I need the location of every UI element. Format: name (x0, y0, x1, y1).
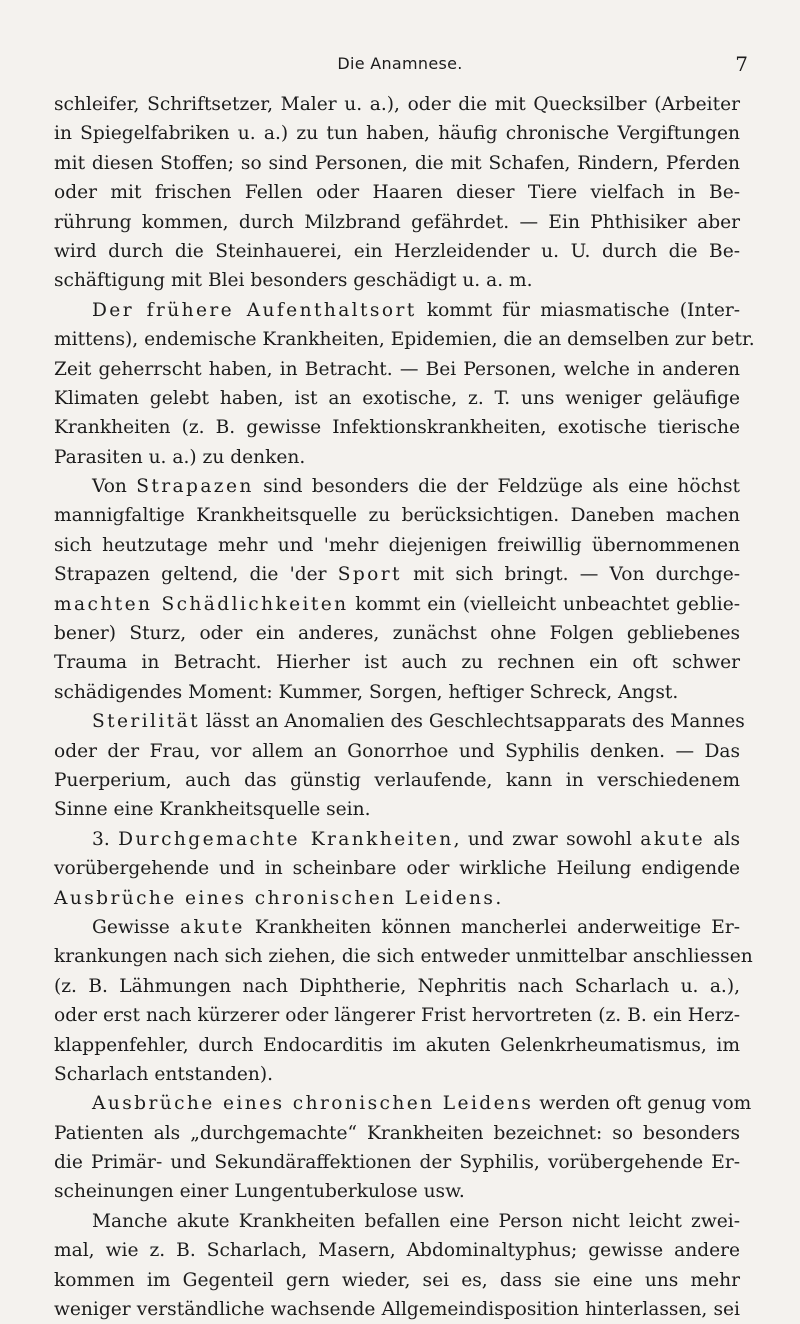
emphasis: Sport (337, 564, 402, 586)
text-line: Parasiten u. a.) zu denken. (54, 446, 306, 468)
text-line: Puerperium, auch das günstig verlaufende, kann in verschiedenem (54, 769, 740, 791)
page-number: 7 (735, 52, 748, 76)
text-line (54, 590, 740, 619)
text-line: Scharlach entstanden). (54, 1063, 274, 1085)
text-line: wird durch die Steinhauerei, ein Herzleidender u. U. durch die Be- (54, 240, 740, 262)
text-line: mal, wie z. B. Scharlach, Masern, Abdominaltyphus; gewisse andere (54, 1240, 740, 1262)
emphasis: Ausbrüche eines chronischen Leidens (92, 1093, 534, 1115)
text-run: sind besonders die der Feldzüge als eine höchst (253, 476, 740, 498)
emphasis: machten Schädlichkeiten (54, 593, 349, 615)
text-run: . (495, 887, 502, 909)
text-line: vorübergehende und in scheinbare oder wirkliche Heilung endigende (54, 858, 740, 880)
text-run: lässt an Anomalien des Geschlechtsapparats des Mannes (199, 711, 745, 733)
text-run: Strapazen geltend, die 'der (54, 564, 338, 586)
text-run: kommt für miasmatische (Inter- (416, 299, 740, 321)
text-line (54, 707, 745, 736)
text-line: kommen im Gegenteil gern wieder, sei es, dass sie eine uns mehr (54, 1269, 740, 1291)
text-run: Krankheiten können mancherlei anderweitige Er- (244, 916, 740, 938)
text-line: bener) Sturz, oder ein anderes, zunächst ohne Folgen gebliebenes (54, 623, 740, 645)
text-line: schädigendes Moment: Kummer, Sorgen, heftiger Schreck, Angst. (54, 681, 679, 703)
running-header (52, 54, 748, 80)
text-line: schleifer, Schriftsetzer, Maler u. a.), oder die mit Quecksilber (Arbeiter (54, 94, 740, 115)
text-line: krankungen nach sich ziehen, die sich entweder unmittelbar anschliessen (54, 946, 753, 968)
text-run: werden oft genug vom (533, 1093, 752, 1115)
text-run: , und zwar sowohl (453, 828, 641, 850)
text-line (54, 913, 740, 942)
text-run: Von (92, 476, 137, 498)
text-line: Sinne eine Krankheitsquelle sein. (54, 799, 371, 821)
text-run: kommt ein (vielleicht unbeachtet geblie- (348, 593, 741, 615)
text-line: (z. B. Lähmungen nach Diphtherie, Nephritis nach Scharlach u. a.), (54, 975, 740, 997)
text-line: mit diesen Stoffen; so sind Personen, die mit Schafen, Rindern, Pferden (54, 152, 740, 174)
text-run: mit sich bringt. — Von durchge- (401, 564, 741, 586)
emphasis: Sterilität (92, 711, 200, 733)
emphasis: Ausbrüche eines chronischen Leidens (54, 887, 496, 909)
chapter-title: Die Anamnese. (337, 54, 463, 73)
text-line: Krankheiten (z. B. gewisse Infektionskrankheiten, exotische tierische (54, 417, 740, 439)
text-line: mittens), endemische Krankheiten, Epidemien, die an demselben zur betr. (54, 329, 755, 351)
text-line: sich heutzutage mehr und 'mehr diejenigen freiwillig übernommenen (54, 534, 740, 556)
text-line: Manche akute Krankheiten befallen eine Person nicht leicht zwei- (92, 1210, 740, 1232)
text-line (54, 884, 740, 913)
text-line: mannigfaltige Krankheitsquelle zu berücksichtigen. Daneben machen (54, 505, 740, 527)
text-line: Klimaten gelebt haben, ist an exotische, z. T. uns weniger geläufige (54, 387, 740, 409)
emphasis: akute (179, 916, 245, 938)
text-line: oder mit frischen Fellen oder Haaren dieser Tiere vielfach in Be- (54, 182, 740, 204)
text-run: 3. (92, 828, 119, 850)
text-line: weniger verständliche wachsende Allgemeindisposition hinterlassen, sei (54, 1299, 740, 1321)
text-line (54, 296, 740, 325)
text-line: oder der Frau, vor allem an Gonorrhoe und Syphilis denken. — Das (54, 740, 740, 762)
emphasis: akute (640, 828, 706, 850)
text-line: Patienten als „durchgemachte“ Krankheiten bezeichnet: so besonders (54, 1122, 740, 1144)
emphasis: Strapazen (136, 476, 254, 498)
text-line: oder erst nach kürzerer oder längerer Frist hervortreten (z. B. ein Herz- (54, 1005, 740, 1027)
emphasis: Der frühere Aufenthaltsort (92, 299, 417, 321)
text-line: in Spiegelfabriken u. a.) zu tun haben, häufig chronische Vergiftungen (54, 123, 740, 145)
text-run: als (705, 828, 741, 850)
text-line: schäftigung mit Blei besonders geschädigt u. a. m. (54, 270, 533, 292)
text-line: rührung kommen, durch Milzbrand gefährdet. — Ein Phthisiker aber (54, 211, 740, 233)
text-line: scheinungen einer Lungentuberkulose usw. (54, 1181, 465, 1203)
emphasis: Durchgemachte Krankheiten (118, 828, 454, 850)
text-line (54, 560, 740, 589)
text-line: Trauma in Betracht. Hierher ist auch zu rechnen ein oft schwer (54, 652, 740, 674)
text-line: Zeit geherrscht haben, in Betracht. — Bei Personen, welche in anderen (54, 358, 740, 380)
text-run: Gewisse (92, 916, 180, 938)
body-text (54, 90, 755, 1324)
text-line (54, 472, 740, 501)
text-line (54, 1089, 752, 1118)
text-line: die Primär- und Sekundäraffektionen der Syphilis, vorübergehende Er- (54, 1152, 740, 1174)
text-line: klappenfehler, durch Endocarditis im akuten Gelenkrheumatismus, im (54, 1034, 740, 1056)
text-line (54, 825, 740, 854)
